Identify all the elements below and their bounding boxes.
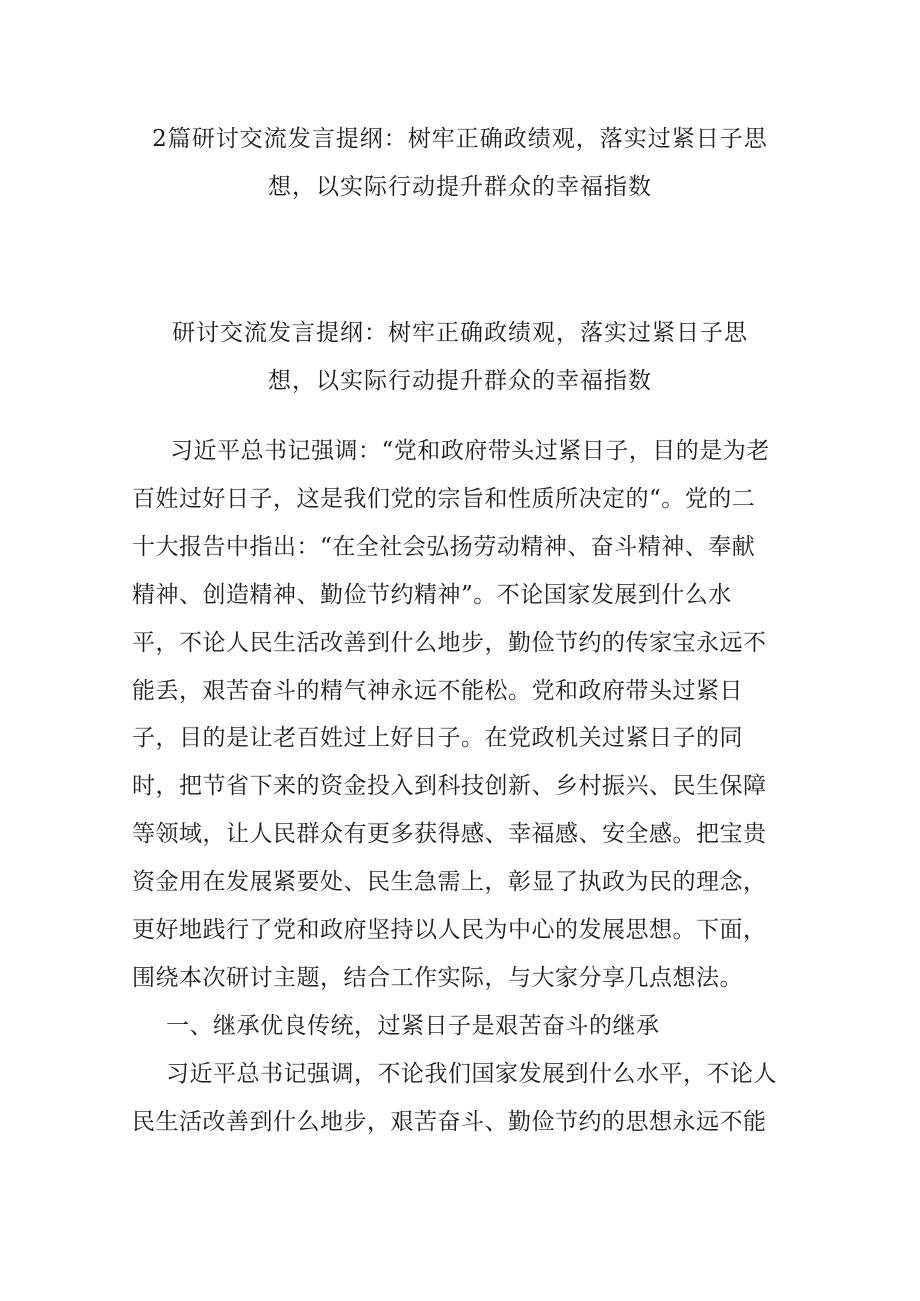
sub-title-line-2: 想，以实际行动提升群众的幸福指数 xyxy=(268,368,652,394)
main-title-line-1: 2篇研讨交流发言提纲：树牢正确政绩观，落实过紧日子思 xyxy=(152,126,768,152)
paragraph-line: 民生活改善到什么地步，艰苦奋斗、勤俭节约的思想永远不能 xyxy=(132,1108,767,1135)
paragraph-line: 等领域，让人民群众有更多获得感、幸福感、安全感。把宝贵 xyxy=(132,821,767,848)
paragraph-line: 子，目的是让老百姓过上好日子。在党政机关过紧日子的同 xyxy=(132,725,743,752)
paragraph-line: 平，不论人民生活改善到什么地步，勤俭节约的传家宝永远不 xyxy=(132,629,767,656)
paragraph-line: 习近平总书记强调，不论我们国家发展到什么水平，不论人 xyxy=(166,1060,777,1087)
paragraph-line: 更好地践行了党和政府坚持以人民为中心的发展思想。下面， xyxy=(132,917,767,944)
paragraph-line: 围绕本次研讨主题，结合工作实际，与大家分享几点想法。 xyxy=(132,964,743,991)
paragraph-line: 资金用在发展紧要处、民生急需上，彰显了执政为民的理念， xyxy=(132,869,767,896)
section-heading-1: 一、继承优良传统，过紧日子是艰苦奋斗的继承 xyxy=(166,1012,660,1039)
main-title-line-2: 想，以实际行动提升群众的幸福指数 xyxy=(268,174,652,200)
paragraph-line: 精神、创造精神、勤俭节约精神”。不论国家发展到什么水 xyxy=(132,581,732,608)
paragraph-line: 习近平总书记强调：“党和政府带头过紧日子，目的是为老 xyxy=(170,438,770,464)
paragraph-1 xyxy=(132,428,782,1147)
paragraph-line: 百姓过好日子，这是我们党的宗旨和性质所决定的“。党的二 xyxy=(132,485,756,512)
paragraph-line: 时，把节省下来的资金投入到科技创新、乡村振兴、民生保障 xyxy=(132,773,767,800)
sub-title-line-1: 研讨交流发言提纲：树牢正确政绩观，落实过紧日子思 xyxy=(172,320,748,346)
paragraph-line: 能丢，艰苦奋斗的精气神永远不能松。党和政府带头过紧日 xyxy=(132,677,743,704)
paragraph-line: 十大报告中指出：“在全社会弘扬劳动精神、奋斗精神、奉献 xyxy=(132,533,756,560)
